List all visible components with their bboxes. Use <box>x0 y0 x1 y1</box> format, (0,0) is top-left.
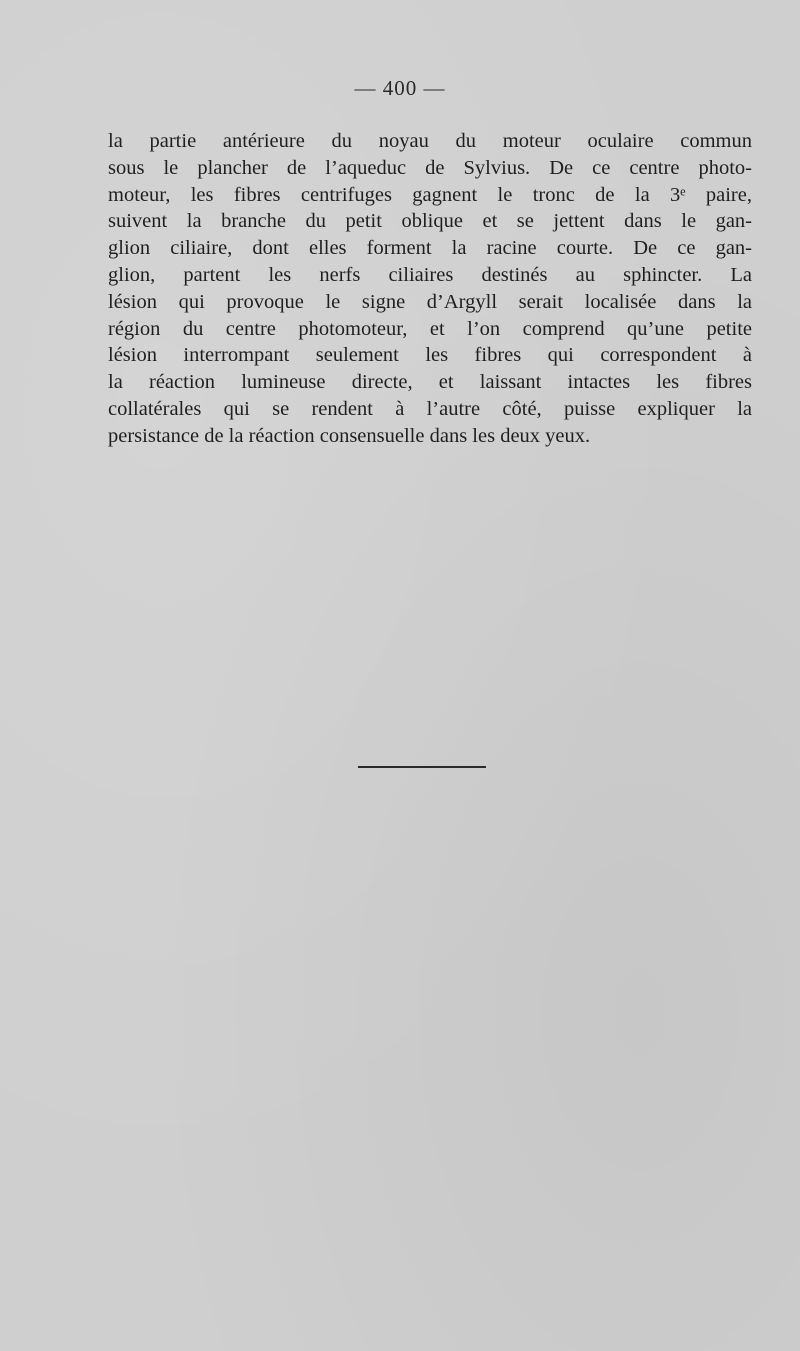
text-line: glion ciliaire, dont elles forment la racine courte. De ce gan- <box>108 237 752 260</box>
text-line: la partie antérieure du noyau du moteur oculaire commun <box>108 130 752 152</box>
text-line: collatérales qui se rendent à l’autre côté, puisse expliquer la <box>108 397 752 420</box>
text-line: lésion interrompant seulement les fibres qui correspondent à <box>108 344 752 367</box>
text-line: région du centre photomoteur, et l’on comprend qu’une petite <box>108 317 752 340</box>
section-end-rule <box>358 766 486 768</box>
text-line: lésion qui provoque le signe d’Argyll serait localisée dans la <box>108 290 752 313</box>
text-line: sous le plancher de l’aqueduc de Sylvius. De ce centre photo- <box>108 156 752 179</box>
text-line: persistance de la réaction consensuelle dans les deux yeux. <box>108 424 591 447</box>
page-number: — 400 — <box>354 76 446 100</box>
text-line: moteur, les fibres centrifuges gagnent le tronc de la 3ᵉ paire, <box>108 183 752 206</box>
text-line: la réaction lumineuse directe, et laissant intactes les fibres <box>108 371 752 394</box>
text-line: glion, partent les nerfs ciliaires destinés au sphincter. La <box>108 263 752 286</box>
text-line: suivent la branche du petit oblique et se jettent dans le gan- <box>108 210 752 233</box>
body-paragraph <box>108 128 752 450</box>
